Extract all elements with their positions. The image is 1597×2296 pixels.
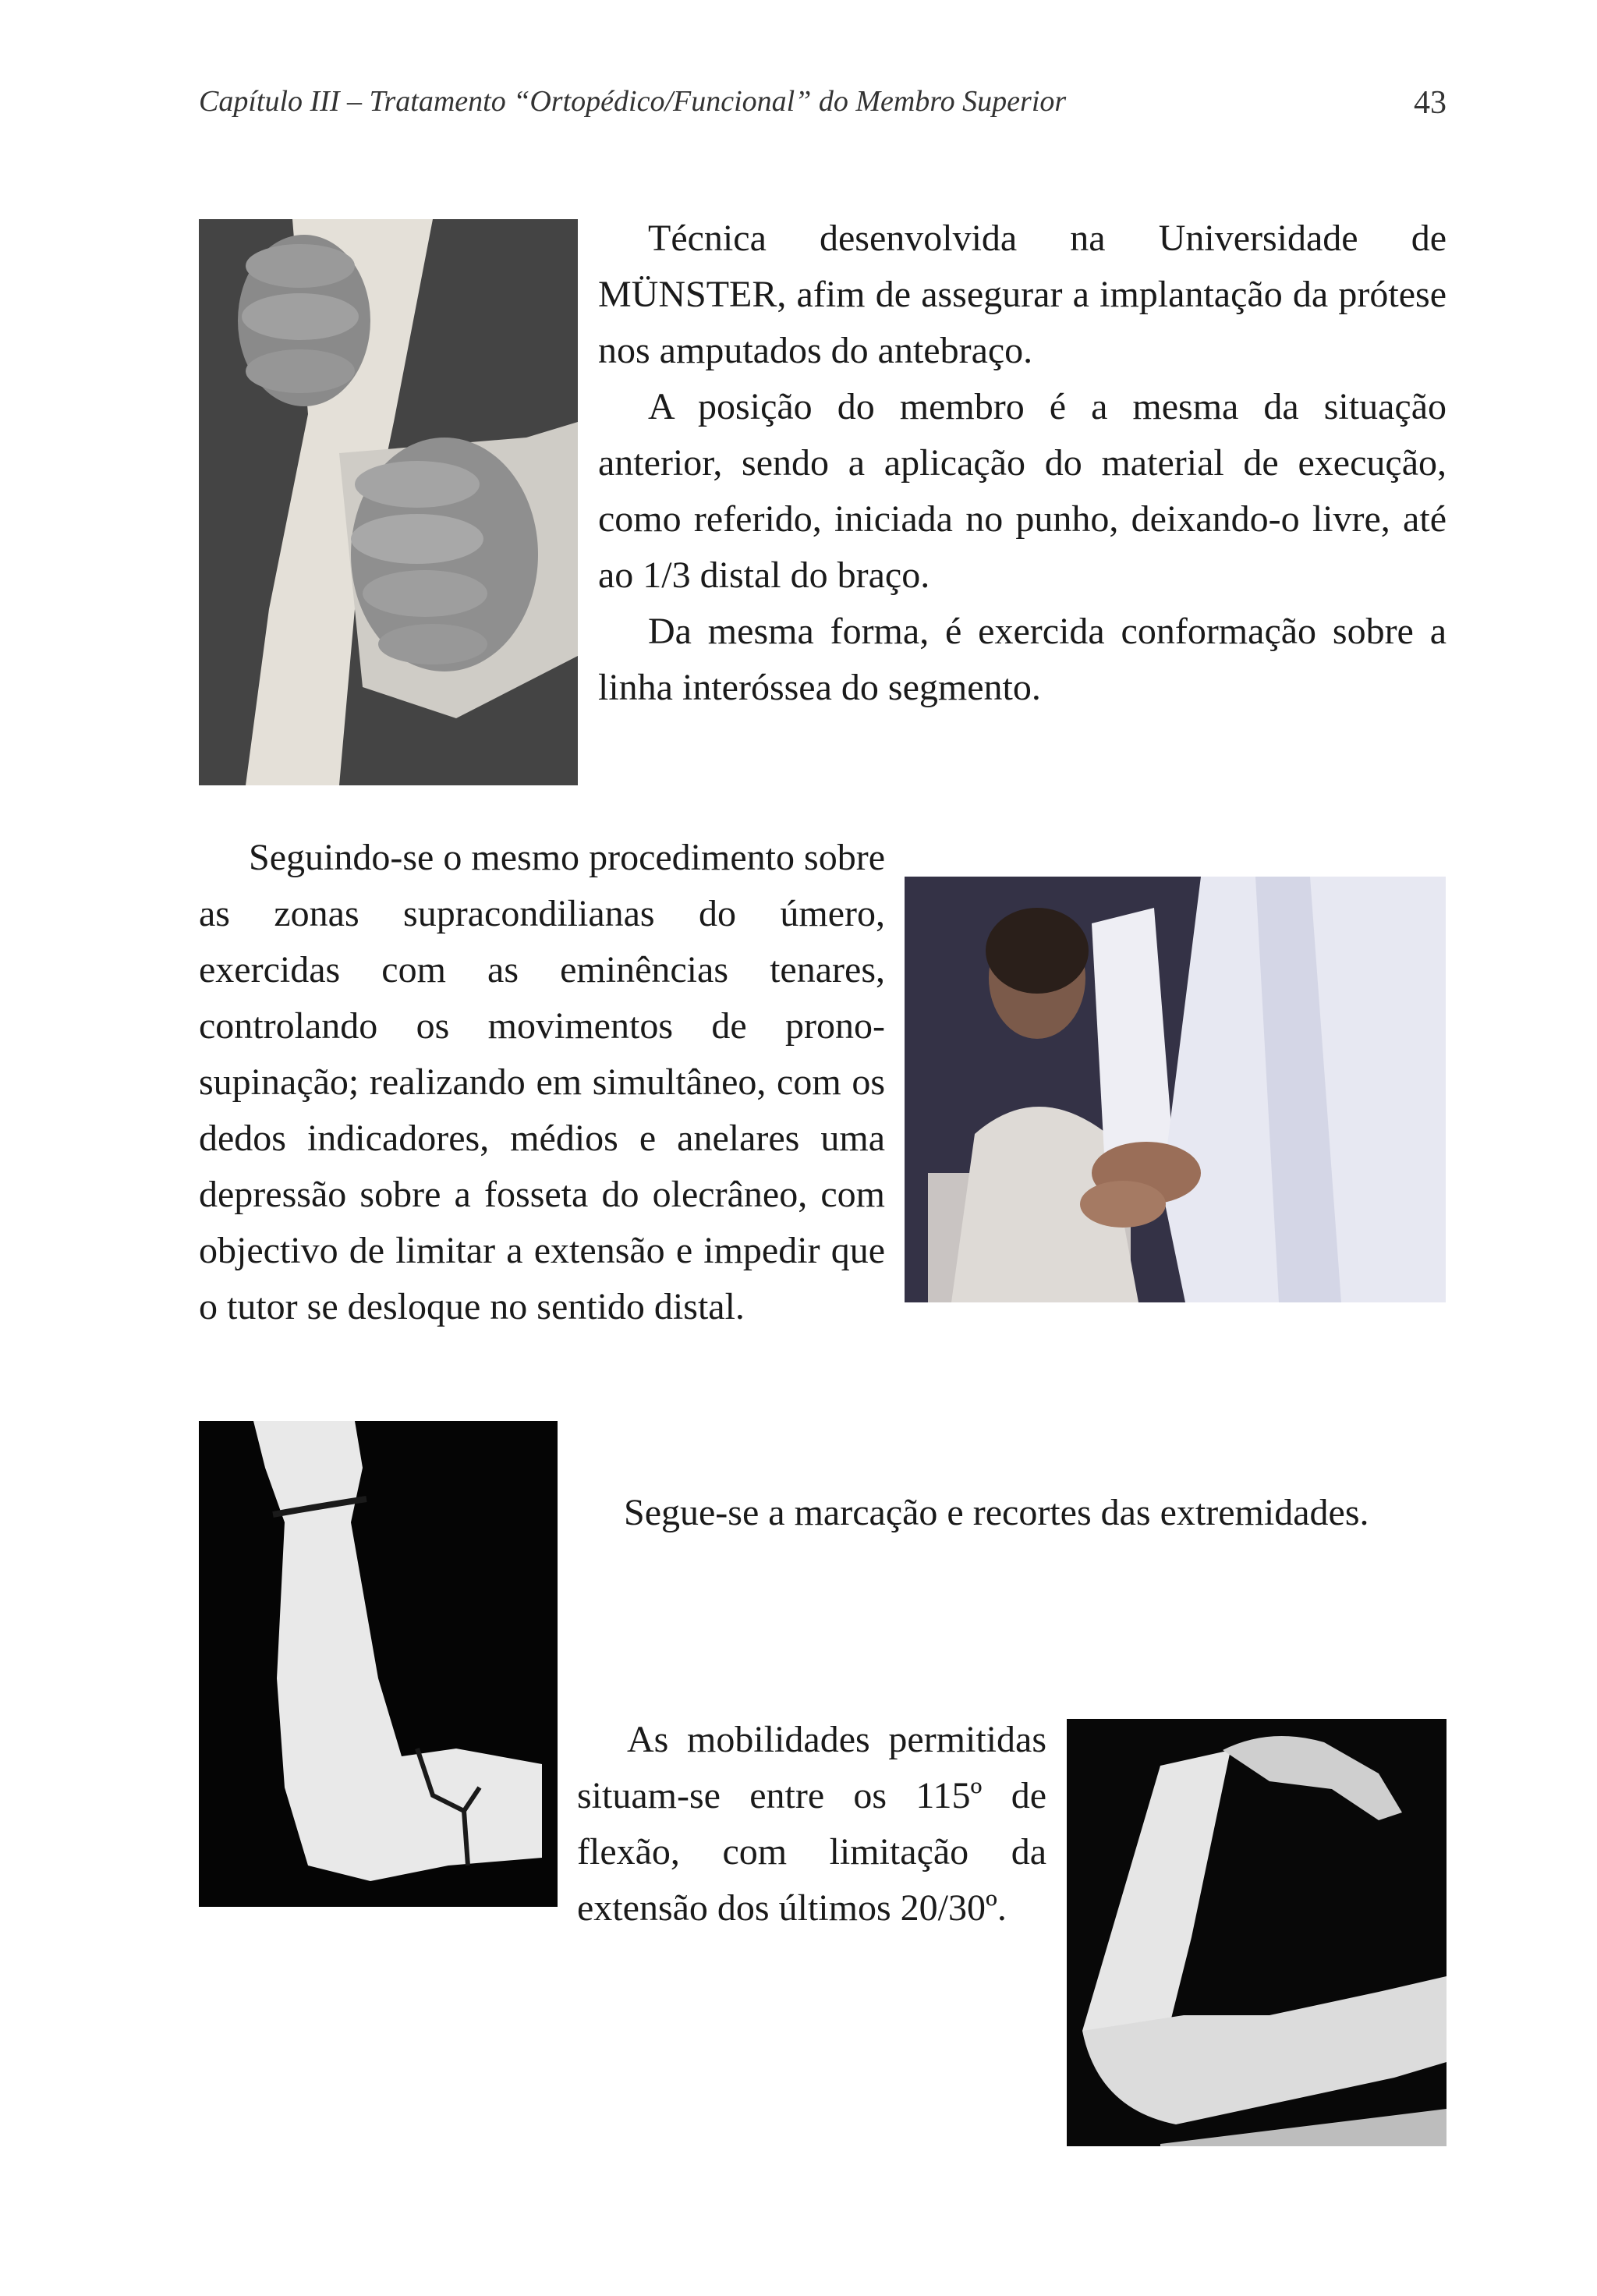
running-header: Capítulo III – Tratamento “Ortopédico/Funcional” do Membro Superior [199, 85, 1067, 118]
text-block-4 [577, 1712, 1046, 1936]
paragraph: As mobilidades permitidas situam-se entre os 115º de flexão, com limitação da extensão dos últimos 20/30º. [577, 1719, 1046, 1929]
paragraph: Segue-se a marcação e recortes das extremidades. [624, 1492, 1369, 1533]
paragraph: Técnica desenvolvida na Universidade de MÜNSTER, afim de assegurar a implantação da prótese nos amputados do antebraço. [598, 218, 1447, 371]
page-number: 43 [1414, 85, 1447, 121]
photo-hands-molding-cast [199, 219, 578, 785]
photo-cast-trim-markings [199, 1421, 558, 1907]
paragraph: A posição do membro é a mesma da situação anterior, sendo a aplicação do material de execução, como referido, iniciada no punho, deixando-o livre, até ao 1/3 distal do braço. [598, 386, 1447, 596]
photo-clinician-applying-cast [905, 877, 1446, 1302]
photo-flexed-arm-cast [1067, 1719, 1447, 2146]
paragraph: Seguindo-se o mesmo procedimento sobre as zonas supracondilianas do úmero, exercidas com as eminências tenares, controlando os movimentos de prono-supinação; realizando em simultâneo, com os dedos indicadores, médios e anelares uma depressão sobre a fosseta do olecrâneo, com objectivo de limitar a extensão e impedir que o tutor se desloque no sentido distal. [199, 837, 885, 1327]
text-block-1 [598, 211, 1447, 716]
text-block-2 [199, 830, 885, 1335]
paragraph: Da mesma forma, é exercida conformação sobre a linha interóssea do segmento. [598, 611, 1447, 708]
text-block-3 [624, 1485, 1447, 1541]
